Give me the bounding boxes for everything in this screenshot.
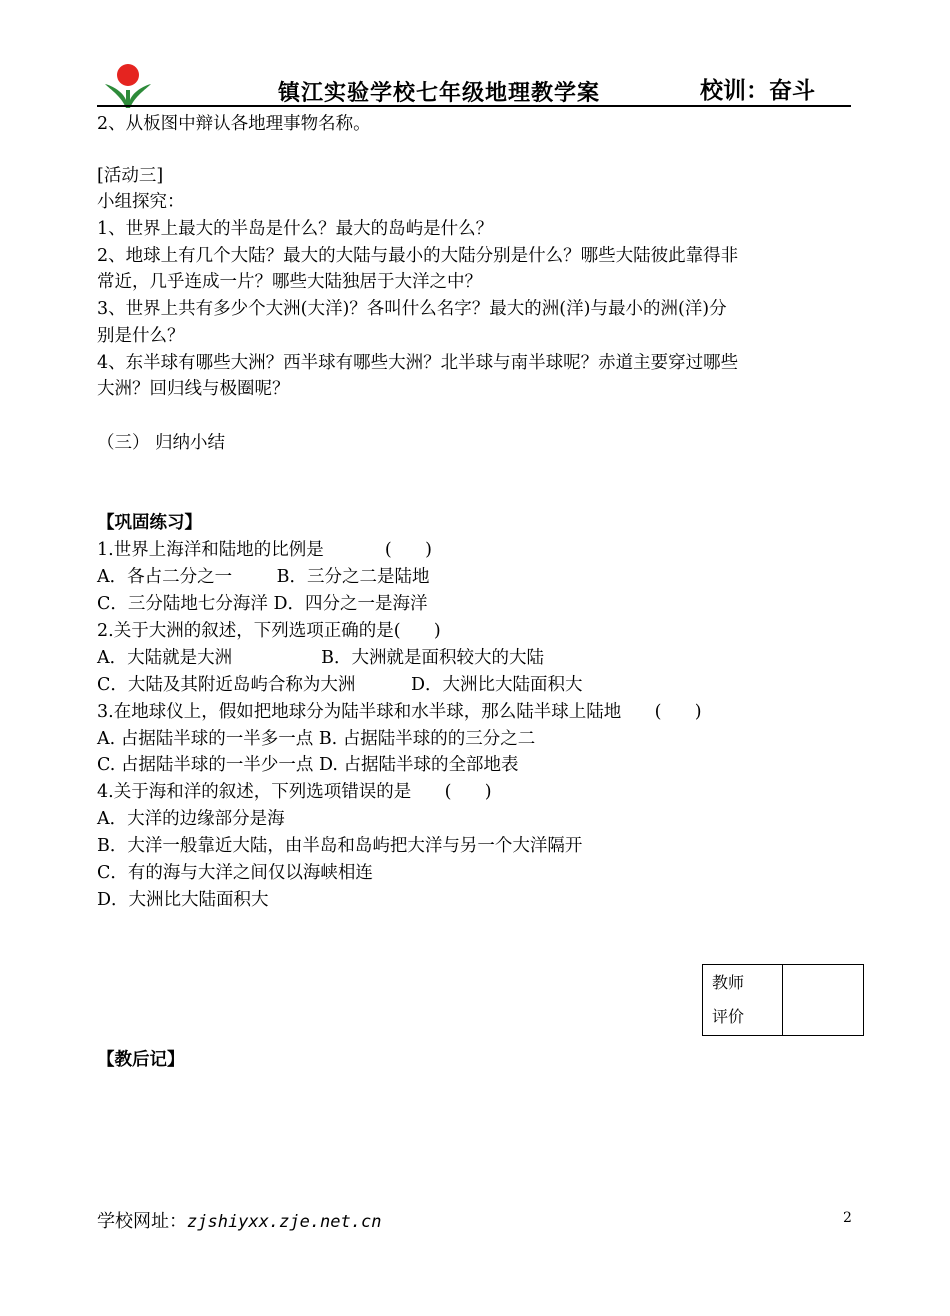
practice-line: 2.关于大洲的叙述，下列选项正确的是( ): [97, 621, 441, 641]
body-line: [活动三]: [97, 166, 164, 186]
practice-line: C．三分陆地七分海洋 D．四分之一是海洋: [97, 594, 428, 614]
school-motto: 校训：奋斗: [700, 77, 815, 104]
body-line: 大洲？回归线与极圈呢？: [97, 379, 290, 399]
practice-line: A．大陆就是大洲 B．大洲就是面积较大的大陆: [97, 648, 545, 668]
evaluation-label: 教师 评价: [703, 965, 783, 1036]
footer-label: 学校网址：: [97, 1211, 187, 1232]
body-line: 2、从板图中辩认各地理事物名称。: [97, 114, 371, 134]
school-logo: [103, 62, 153, 110]
body-line: 4、东半球有哪些大洲？西半球有哪些大洲？北半球与南半球呢？赤道主要穿过哪些: [97, 353, 739, 373]
page-number: 2: [843, 1210, 852, 1226]
practice-line: B．大洋一般靠近大陆，由半岛和岛屿把大洋与另一个大洋隔开: [97, 836, 583, 856]
practice-heading: 【巩固练习】: [97, 513, 202, 533]
teacher-evaluation-table: [702, 964, 864, 1036]
body-line: 常近，几乎连成一片？哪些大陆独居于大洋之中？: [97, 272, 482, 292]
body-line: 2、地球上有几个大陆？最大的大陆与最小的大陆分别是什么？哪些大陆彼此靠得非: [97, 246, 739, 266]
practice-line: 4.关于海和洋的叙述，下列选项错误的是 ( ): [97, 782, 492, 802]
section-summary: （三） 归纳小结: [97, 433, 226, 453]
afterword-heading: 【教后记】: [97, 1050, 185, 1070]
body-line: 小组探究：: [97, 192, 185, 212]
practice-line: C．大陆及其附近岛屿合称为大洲 D．大洲比大陆面积大: [97, 675, 583, 695]
footer: [97, 1207, 381, 1233]
practice-line: D．大洲比大陆面积大: [97, 890, 269, 910]
evaluation-field[interactable]: [783, 965, 864, 1036]
practice-line: A．各占二分之一 B．三分之二是陆地: [97, 567, 430, 587]
header-divider: [97, 105, 851, 107]
practice-line: 3.在地球仪上，假如把地球分为陆半球和水半球，那么陆半球上陆地 ( ): [97, 702, 702, 722]
body-line: 3、世界上共有多少个大洲(大洋)？各叫什么名字？最大的洲(洋)与最小的洲(洋)分: [97, 299, 727, 319]
practice-line: C．有的海与大洋之间仅以海峡相连: [97, 863, 373, 883]
page-title: 镇江实验学校七年级地理教学案: [278, 80, 601, 106]
school-website-link[interactable]: zjshiyxx.zje.net.cn: [187, 1212, 382, 1232]
body-line: 别是什么？: [97, 326, 185, 346]
body-line: 1、世界上最大的半岛是什么？最大的岛屿是什么？: [97, 219, 494, 239]
practice-line: C. 占据陆半球的一半少一点 D. 占据陆半球的全部地表: [97, 755, 519, 775]
practice-line: A．大洋的边缘部分是海: [97, 809, 285, 829]
practice-line: 1.世界上海洋和陆地的比例是 ( ): [97, 540, 432, 560]
practice-line: A. 占据陆半球的一半多一点 B. 占据陆半球的的三分之二: [97, 729, 536, 749]
